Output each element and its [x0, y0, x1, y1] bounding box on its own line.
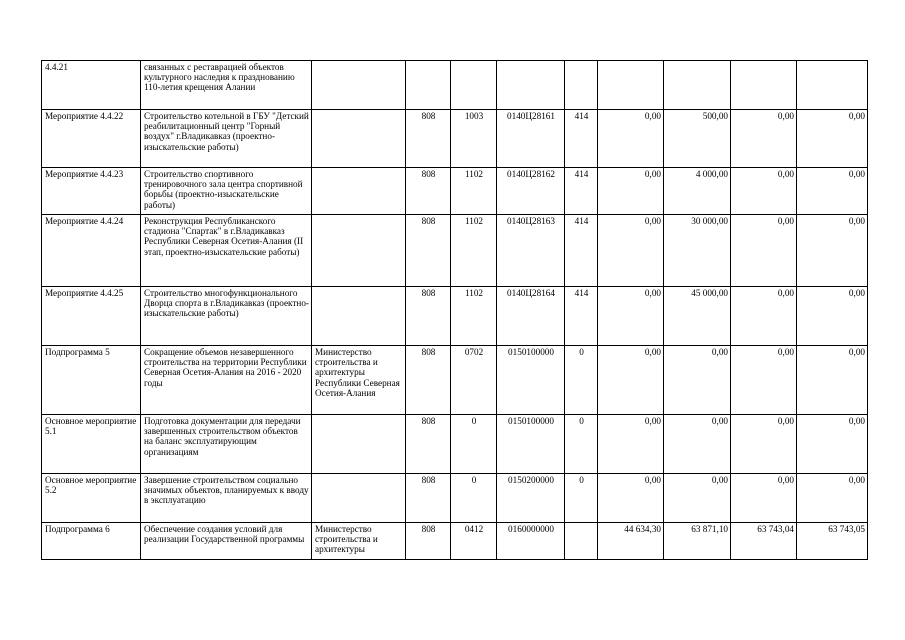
- year4-cell: 0,00: [797, 287, 868, 346]
- grbs-cell: [406, 61, 451, 110]
- year2-cell: 0,00: [664, 346, 731, 415]
- csr-cell: 0140Ц28163: [497, 215, 565, 287]
- csr-cell: 0140Ц28164: [497, 287, 565, 346]
- year4-cell: 0,00: [797, 215, 868, 287]
- year3-cell: [731, 61, 797, 110]
- year1-cell: 0,00: [598, 415, 664, 474]
- vr-cell: 414: [565, 215, 598, 287]
- rz-cell: 0702: [451, 346, 497, 415]
- status-cell: Основное мероприятие 5.2: [42, 474, 141, 523]
- csr-cell: 0150100000: [497, 415, 565, 474]
- year3-cell: 0,00: [731, 168, 797, 215]
- rz-cell: 0412: [451, 523, 497, 560]
- year2-cell: 0,00: [664, 474, 731, 523]
- year1-cell: 0,00: [598, 168, 664, 215]
- status-cell: Подпрограмма 5: [42, 346, 141, 415]
- table-row: [42, 110, 868, 168]
- vr-cell: 0: [565, 474, 598, 523]
- executor-cell: [312, 215, 406, 287]
- rz-cell: 1102: [451, 215, 497, 287]
- year1-cell: 0,00: [598, 287, 664, 346]
- status-cell: Мероприятие 4.4.23: [42, 168, 141, 215]
- year1-cell: [598, 61, 664, 110]
- vr-cell: 414: [565, 168, 598, 215]
- status-cell: Мероприятие 4.4.22: [42, 110, 141, 168]
- vr-cell: 0: [565, 415, 598, 474]
- table-row: [42, 346, 868, 415]
- year2-cell: [664, 61, 731, 110]
- rz-cell: 1102: [451, 287, 497, 346]
- year2-cell: 30 000,00: [664, 215, 731, 287]
- name-cell: Строительство спортивного тренировочного зала центра спортивной борьбы (проектно-изыскательские работы): [141, 168, 312, 215]
- status-cell: 4.4.21: [42, 61, 141, 110]
- year3-cell: 0,00: [731, 287, 797, 346]
- year4-cell: 0,00: [797, 110, 868, 168]
- status-cell: Мероприятие 4.4.24: [42, 215, 141, 287]
- grbs-cell: 808: [406, 215, 451, 287]
- year1-cell: 0,00: [598, 110, 664, 168]
- csr-cell: 0140Ц28162: [497, 168, 565, 215]
- year4-cell: 0,00: [797, 474, 868, 523]
- budget-table: [41, 60, 868, 560]
- year3-cell: 0,00: [731, 415, 797, 474]
- csr-cell: 0160000000: [497, 523, 565, 560]
- table-row: [42, 474, 868, 523]
- executor-cell: [312, 474, 406, 523]
- year4-cell: 0,00: [797, 415, 868, 474]
- grbs-cell: 808: [406, 523, 451, 560]
- grbs-cell: 808: [406, 110, 451, 168]
- name-cell: Строительство многофункционального Дворца спорта в г.Владикавказ (проектно-изыскательские работы): [141, 287, 312, 346]
- year2-cell: 45 000,00: [664, 287, 731, 346]
- table-row: [42, 287, 868, 346]
- vr-cell: 0: [565, 346, 598, 415]
- year3-cell: 0,00: [731, 110, 797, 168]
- table-row: [42, 168, 868, 215]
- year4-cell: [797, 61, 868, 110]
- executor-cell: [312, 110, 406, 168]
- grbs-cell: 808: [406, 346, 451, 415]
- rz-cell: 0: [451, 415, 497, 474]
- year1-cell: 44 634,30: [598, 523, 664, 560]
- year3-cell: 63 743,04: [731, 523, 797, 560]
- name-cell: связанных с реставрацией объектов культурного наследия к празднованию 110-летия крещения Алании: [141, 61, 312, 110]
- year4-cell: 0,00: [797, 168, 868, 215]
- name-cell: Строительство котельной в ГБУ "Детский реабилитационный центр "Горный воздух" г.Владикавказ (проектно-изыскательские работы): [141, 110, 312, 168]
- year2-cell: 4 000,00: [664, 168, 731, 215]
- csr-cell: 0140Ц28161: [497, 110, 565, 168]
- year1-cell: 0,00: [598, 346, 664, 415]
- grbs-cell: 808: [406, 474, 451, 523]
- csr-cell: 0150100000: [497, 346, 565, 415]
- name-cell: Подготовка документации для передачи завершенных строительством объектов на баланс эксплуатирующим организациям: [141, 415, 312, 474]
- status-cell: Мероприятие 4.4.25: [42, 287, 141, 346]
- year2-cell: 500,00: [664, 110, 731, 168]
- executor-cell: Министерство строительства и архитектуры Республики Северная Осетия-Алания: [312, 346, 406, 415]
- csr-cell: [497, 61, 565, 110]
- table-row: [42, 523, 868, 560]
- csr-cell: 0150200000: [497, 474, 565, 523]
- name-cell: Завершение строительством социально значимых объектов, планируемых к вводу в эксплуатацию: [141, 474, 312, 523]
- year1-cell: 0,00: [598, 474, 664, 523]
- grbs-cell: 808: [406, 287, 451, 346]
- vr-cell: 414: [565, 110, 598, 168]
- rz-cell: 0: [451, 474, 497, 523]
- status-cell: Подпрограмма 6: [42, 523, 141, 560]
- rz-cell: 1003: [451, 110, 497, 168]
- vr-cell: 414: [565, 287, 598, 346]
- year3-cell: 0,00: [731, 215, 797, 287]
- grbs-cell: 808: [406, 415, 451, 474]
- grbs-cell: 808: [406, 168, 451, 215]
- year1-cell: 0,00: [598, 215, 664, 287]
- year3-cell: 0,00: [731, 474, 797, 523]
- rz-cell: 1102: [451, 168, 497, 215]
- executor-cell: [312, 61, 406, 110]
- name-cell: Реконструкция Республиканского стадиона "Спартак" в г.Владикавказ Республики Северная Осетия-Алания (II этап, проектно-изыскательские работы): [141, 215, 312, 287]
- vr-cell: [565, 523, 598, 560]
- rz-cell: [451, 61, 497, 110]
- year3-cell: 0,00: [731, 346, 797, 415]
- name-cell: Сокращение объемов незавершенного строительства на территории Республики Северная Осетия-Алания на 2016 - 2020 годы: [141, 346, 312, 415]
- table-row: [42, 61, 868, 110]
- year2-cell: 0,00: [664, 415, 731, 474]
- name-cell: Обеспечение создания условий для реализации Государственной программы: [141, 523, 312, 560]
- table-row: [42, 415, 868, 474]
- vr-cell: [565, 61, 598, 110]
- executor-cell: [312, 168, 406, 215]
- executor-cell: Министерство строительства и архитектуры: [312, 523, 406, 560]
- table-row: [42, 215, 868, 287]
- year4-cell: 0,00: [797, 346, 868, 415]
- year4-cell: 63 743,05: [797, 523, 868, 560]
- executor-cell: [312, 287, 406, 346]
- status-cell: Основное мероприятие 5.1: [42, 415, 141, 474]
- year2-cell: 63 871,10: [664, 523, 731, 560]
- executor-cell: [312, 415, 406, 474]
